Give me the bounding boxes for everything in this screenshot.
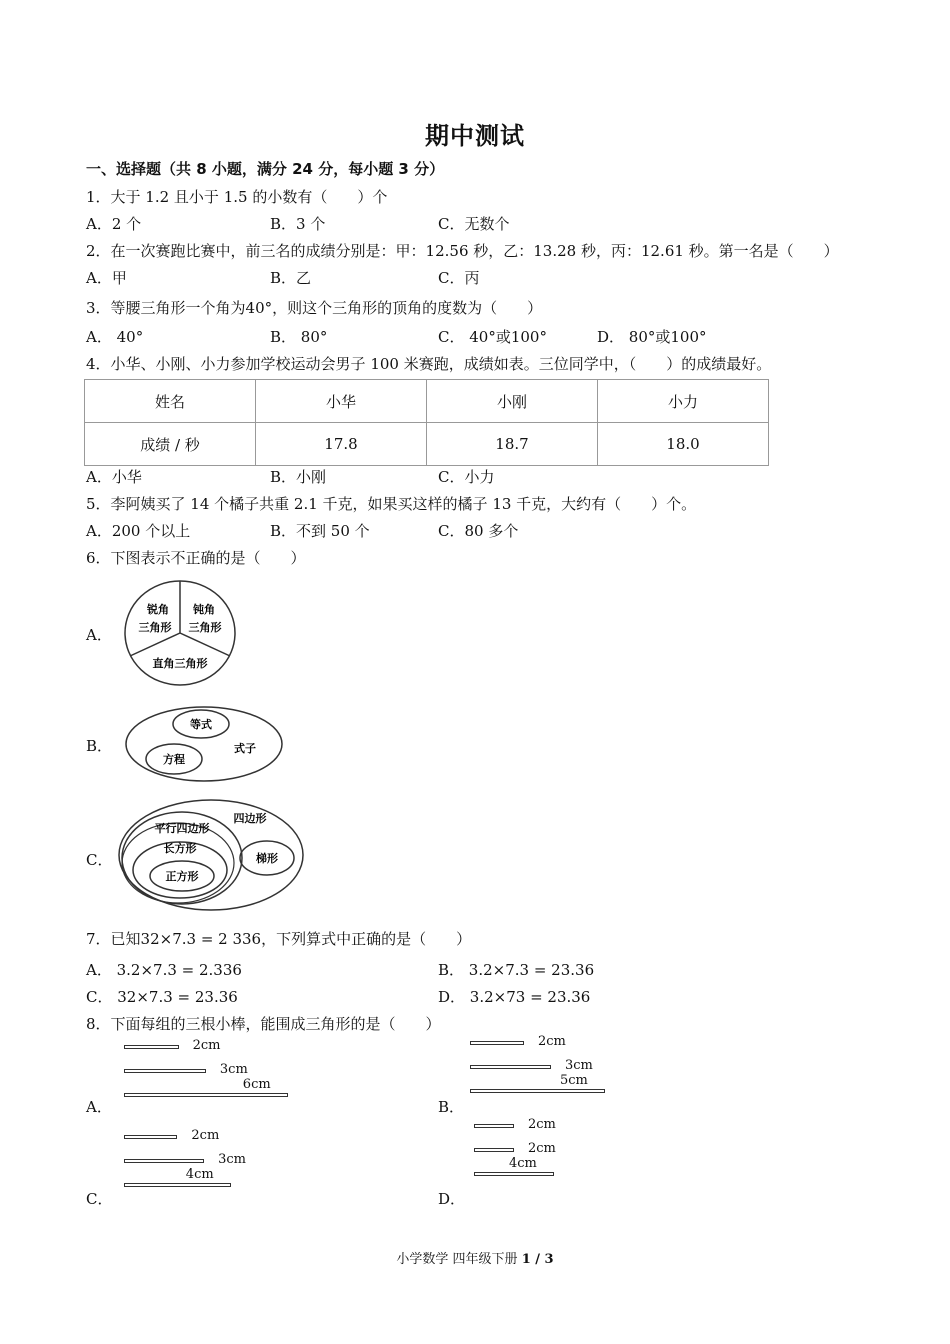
stick-length-label: 5cm [560, 1073, 588, 1088]
label-quadrilateral: 四边形 [233, 812, 267, 825]
label-obtuse: 钝角 [193, 603, 215, 616]
quadrilateral-diagram [116, 796, 308, 914]
label-right-triangle: 直角三角形 [152, 657, 208, 670]
footer-page-number: 1 / 3 [521, 1252, 554, 1267]
results-table [84, 379, 769, 466]
page-title: 期中测试 [425, 122, 525, 150]
q7-option-a[interactable]: A． 3.2×7.3 = 2.336 [86, 961, 242, 979]
label-square: 正方形 [165, 870, 199, 883]
stick [474, 1172, 554, 1176]
label-equality: 等式 [190, 718, 212, 731]
stick-length-label: 2cm [538, 1034, 566, 1049]
q3-option-a[interactable]: A． 40° [86, 328, 144, 346]
table-cell: 17.8 [256, 423, 427, 466]
stick-length-label: 3cm [218, 1152, 246, 1167]
section-heading: 一、选择题（共 8 小题，满分 24 分，每小题 3 分） [86, 160, 445, 178]
stick [124, 1135, 177, 1139]
page-footer [0, 1248, 950, 1267]
q3-option-d[interactable]: D． 80°或100° [597, 328, 707, 346]
q4-option-a[interactable]: A．小华 [86, 468, 142, 486]
question-5: 5．李阿姨买了 14 个橘子共重 2.1 千克，如果买这样的橘子 13 千克，大约有（ ）个。 [86, 495, 697, 513]
table-row [85, 423, 769, 466]
stick-length-label: 4cm [185, 1167, 214, 1182]
stick [470, 1089, 605, 1093]
stick [474, 1124, 514, 1128]
q7-option-c[interactable]: C． 32×7.3 = 23.36 [86, 988, 238, 1006]
label-equation: 方程 [163, 753, 185, 766]
q2-option-a[interactable]: A．甲 [86, 269, 127, 287]
q8-option-c[interactable]: C． [86, 1190, 113, 1208]
q3-option-b[interactable]: B． 80° [270, 328, 328, 346]
stick-length-label: 6cm [242, 1077, 271, 1092]
stick [124, 1183, 231, 1187]
question-7: 7．已知32×7.3 = 2 336，下列算式中正确的是（ ） [86, 930, 472, 948]
label-trapezoid: 梯形 [256, 852, 278, 865]
question-3: 3．等腰三角形一个角为40°，则这个三角形的顶角的度数为（ ） [86, 299, 543, 317]
question-2: 2．在一次赛跑比赛中，前三名的成绩分别是：甲：12.56 秒，乙：13.28 秒，丙：12.61 秒。第一名是（ ） [86, 242, 839, 260]
stick [124, 1159, 204, 1163]
label-triangle-2: 三角形 [188, 621, 222, 634]
q6-option-a[interactable]: A． [86, 626, 112, 644]
label-parallelogram: 平行四边形 [154, 822, 210, 835]
q7-option-b[interactable]: B． 3.2×7.3 = 23.36 [438, 961, 595, 979]
question-1: 1．大于 1.2 且小于 1.5 的小数有（ ）个 [86, 188, 388, 206]
q5-option-b[interactable]: B．不到 50 个 [270, 522, 370, 540]
table-row [85, 380, 769, 423]
stick-length-label: 2cm [528, 1141, 556, 1156]
q6-option-c[interactable]: C． [86, 851, 113, 869]
stick-length-label: 3cm [565, 1058, 593, 1073]
stick [470, 1065, 551, 1069]
triangle-classification-diagram [122, 578, 238, 690]
q1-option-a[interactable]: A．2 个 [86, 215, 142, 233]
q8-option-b[interactable]: B． [438, 1098, 465, 1116]
q1-option-c[interactable]: C．无数个 [438, 215, 510, 233]
question-6: 6．下图表示不正确的是（ ） [86, 549, 306, 567]
table-cell: 成绩 / 秒 [85, 423, 256, 466]
equation-expression-diagram [124, 704, 286, 784]
q5-option-c[interactable]: C．80 多个 [438, 522, 519, 540]
table-cell: 小力 [598, 380, 769, 423]
stick [470, 1041, 524, 1045]
q8-option-a[interactable]: A． [86, 1098, 112, 1116]
q8-option-d[interactable]: D． [438, 1190, 466, 1208]
stick [124, 1045, 179, 1049]
label-rectangle: 长方形 [163, 842, 197, 855]
question-4: 4．小华、小刚、小力参加学校运动会男子 100 米赛跑，成绩如表。三位同学中，（ ）的成绩最好。 [86, 355, 772, 373]
stick-length-label: 2cm [192, 1038, 221, 1053]
table-cell: 18.7 [427, 423, 598, 466]
q3-option-c[interactable]: C． 40°或100° [438, 328, 547, 346]
table-cell: 小华 [256, 380, 427, 423]
stick [124, 1069, 206, 1073]
stick-length-label: 4cm [509, 1156, 537, 1171]
label-acute: 锐角 [147, 603, 169, 616]
q2-option-b[interactable]: B．乙 [270, 269, 312, 287]
label-expression: 式子 [234, 742, 256, 755]
stick-length-label: 3cm [219, 1062, 248, 1077]
q6-option-b[interactable]: B． [86, 737, 113, 755]
q1-option-b[interactable]: B．3 个 [270, 215, 326, 233]
table-cell: 小刚 [427, 380, 598, 423]
question-8: 8．下面每组的三根小棒，能围成三角形的是（ ） [86, 1015, 441, 1033]
stick-length-label: 2cm [191, 1128, 220, 1143]
table-cell: 姓名 [85, 380, 256, 423]
stick [474, 1148, 514, 1152]
q5-option-a[interactable]: A．200 个以上 [86, 522, 191, 540]
q7-option-d[interactable]: D． 3.2×73 = 23.36 [438, 988, 591, 1006]
stick-length-label: 2cm [528, 1117, 556, 1132]
footer-subject: 小学数学 四年级下册 [396, 1252, 522, 1267]
table-cell: 18.0 [598, 423, 769, 466]
stick [124, 1093, 288, 1097]
q2-option-c[interactable]: C．丙 [438, 269, 480, 287]
q4-option-c[interactable]: C．小力 [438, 468, 495, 486]
q4-option-b[interactable]: B．小刚 [270, 468, 327, 486]
label-triangle-1: 三角形 [138, 621, 172, 634]
